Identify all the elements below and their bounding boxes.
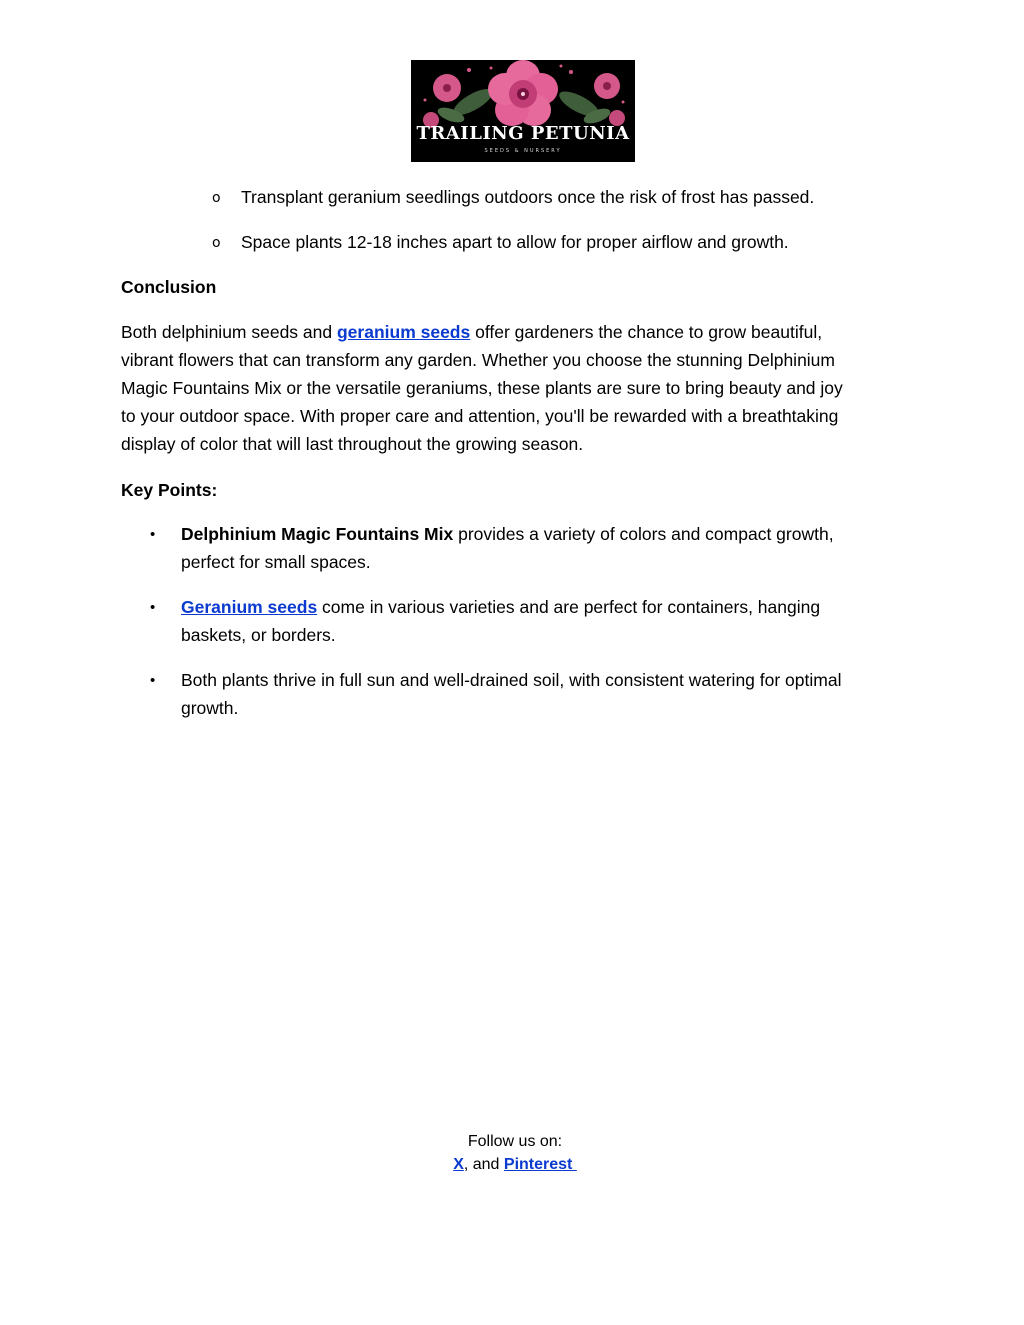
geranium-seeds-link[interactable]: Geranium seeds (181, 597, 318, 617)
conclusion-paragraph-line: to your outdoor space. With proper care and attention, you'll be rewarded with a breathtaking (121, 406, 839, 426)
conclusion-paragraph-line: display of color that will last throughout the growing season. (121, 434, 584, 454)
key-point-text: provides a variety of colors and compact growth, (453, 524, 834, 544)
sub-bullet-marker: o (212, 235, 221, 251)
key-point-continuation: perfect for small spaces. (181, 552, 371, 572)
key-point-item (181, 520, 834, 548)
conclusion-text: offer gardeners the chance to grow beautiful, (470, 322, 823, 342)
social-links (0, 1153, 1024, 1176)
geranium-seeds-link[interactable]: geranium seeds (336, 322, 471, 342)
key-point-item (181, 593, 820, 621)
pinterest-link[interactable]: Pinterest (503, 1156, 577, 1173)
sub-bullet-item: Transplant geranium seedlings outdoors once the risk of frost has passed. (241, 187, 815, 207)
logo-subtitle: SEEDS & NURSERY (484, 148, 562, 154)
conclusion-paragraph-line: vibrant flowers that can transform any garden. Whether you choose the stunning Delphinium (121, 350, 835, 370)
key-point-text: come in various varieties and are perfect for containers, hanging (317, 597, 821, 617)
follow-us-text: Follow us on: (467, 1133, 563, 1150)
key-point-bold: Delphinium Magic Fountains Mix (181, 524, 454, 544)
footer-separator: , and (463, 1156, 504, 1173)
conclusion-paragraph-line (121, 318, 822, 346)
conclusion-text: Both delphinium seeds and (121, 322, 337, 342)
sub-bullet-marker: o (212, 190, 221, 206)
bullet-marker: • (150, 526, 156, 543)
conclusion-paragraph-line: Magic Fountains Mix or the versatile geraniums, these plants are sure to bring beauty and joy (121, 378, 843, 398)
trailing-petunia-logo (411, 60, 635, 162)
key-point-item: Both plants thrive in full sun and well-drained soil, with consistent watering for optimal (181, 670, 842, 690)
bullet-marker: • (150, 672, 156, 689)
x-link[interactable]: X (453, 1156, 464, 1173)
key-point-continuation: growth. (181, 698, 239, 718)
key-point-continuation: baskets, or borders. (181, 625, 336, 645)
conclusion-heading: Conclusion (121, 277, 217, 297)
sub-bullet-item: Space plants 12-18 inches apart to allow for proper airflow and growth. (241, 232, 789, 252)
key-points-heading: Key Points: (121, 480, 218, 500)
logo-title: TRAILING PETUNIA (416, 123, 630, 144)
bullet-marker: • (150, 599, 156, 616)
